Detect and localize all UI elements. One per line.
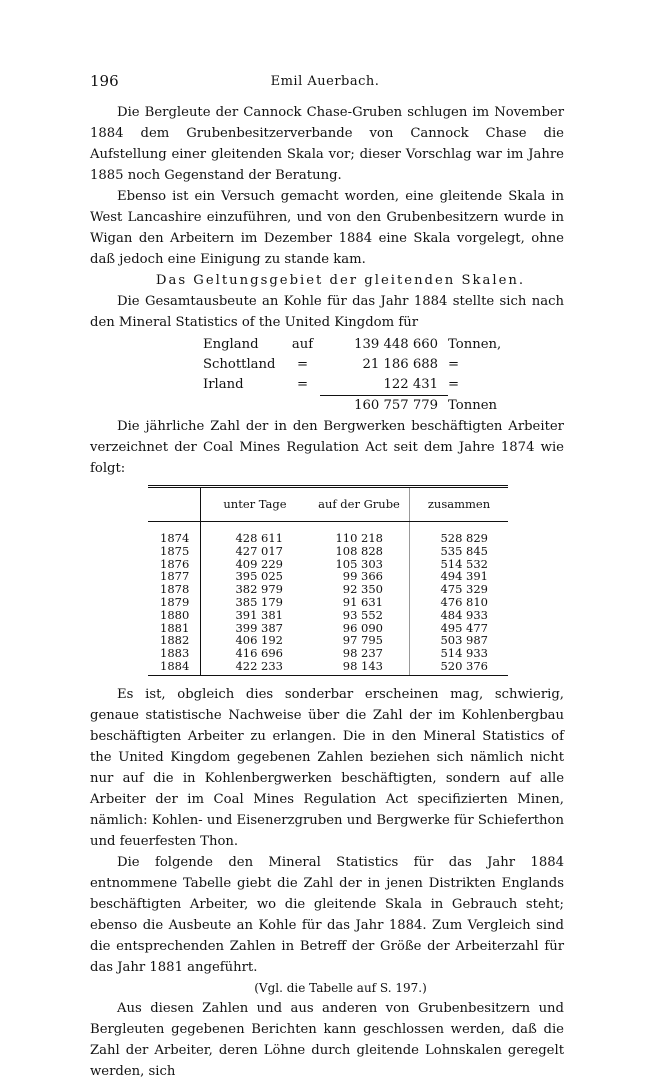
production-total-country [203,396,285,417]
table-row [148,609,508,622]
cell-c2: 96 090 [342,620,383,635]
paragraph-following-table: Die folgende den Mineral Statistics für das Jahr 1884 entnommene Tabelle giebt die Zahl der in jenen Distrikten Englands beschäftigten Arbeiter, wo die gleitende Skala in Gebrauch steht; ebenso die Ausbeute an Kohle für das Jahr 1884. Zum Vergleich sind die entsprechenden Zahlen in Betreff der Größe der Arbeiterzahl für das Jahr 1881 angeführt. [90,854,564,975]
paragraph-cannock-chase: Die Bergleute der Cannock Chase-Gruben schlugen im November 1884 dem Grubenbesitzerverbande von Cannock Chase die Aufstellung einer gleitenden Skala vor; dieser Vorschlag war im Jahre 1885 noch Gegenstand der Beratung. [90,105,564,183]
cell-yr: 1884 [148,660,201,675]
production-row [203,335,518,355]
production-sym: = [296,357,309,372]
table-row [148,660,508,675]
cell-c3: 476 810 [410,596,509,609]
production-sym: auf [291,337,314,352]
cell-c2: 108 828 [335,543,383,558]
paragraph-total-output: Die Gesamtausbeute an Kohle für das Jahr 1884 stellte sich nach den Mineral Statistics of the United Kingdom für [90,294,564,330]
table-row [148,522,508,545]
production-unit: = [448,377,460,393]
cell-yr: 1878 [160,582,190,597]
production-sym: = [296,377,309,393]
cell-c3: 514 933 [410,647,509,660]
cell-c2: 93 552 [342,607,383,622]
paragraph-west-lancashire: Ebenso ist ein Versuch gemacht worden, eine gleitende Skala in West Lancashire einzuführen, und von den Grubenbesitzern wurde in Wigan den Arbeitern im Dezember 1884 eine Skala vorgelegt, ohne daß jedoch eine Einigung zu stande kam. [90,189,564,267]
cell-c1: 395 025 [201,570,310,583]
cell-c2: 98 237 [342,646,383,661]
cell-yr: 1881 [160,620,190,635]
section-title: Das Geltungsgebiet der gleitenden Skalen. [155,273,526,288]
production-unit: Tonnen, [448,337,502,352]
coal-production-table [203,335,518,416]
cell-c1: 422 233 [201,660,310,675]
cell-c3: 495 477 [410,622,509,635]
production-total-unit: Tonnen [448,397,497,413]
cell-c3: 484 933 [410,609,509,622]
header-underground: unter Tage [201,487,310,522]
production-val: 21 186 688 [362,357,438,372]
cell-c2: 98 143 [309,660,410,675]
page-number: 196 [90,72,119,90]
cell-yr: 1874 [160,531,190,545]
production-row [203,375,518,396]
cell-c1: 406 192 [201,634,310,647]
production-unit: = [448,357,460,372]
production-val: 139 448 660 [354,337,438,352]
cell-c1: 409 229 [201,558,310,571]
cell-c1: 399 387 [201,622,310,635]
cell-c3: 535 845 [410,545,509,558]
paragraph-workers-intro: Die jährliche Zahl der in den Bergwerken beschäftigten Arbeiter verzeichnet der Coal Mines Regulation Act seit dem Jahre 1874 wie folgt: [90,419,564,476]
production-country: Irland [203,377,244,393]
production-total-row [203,396,518,417]
cell-c2: 97 795 [342,633,383,648]
cell-c3: 514 532 [410,558,509,571]
header-total: zusammen [410,487,509,522]
table-row [148,545,508,558]
cell-c3: 503 987 [410,634,509,647]
cell-yr: 1876 [160,556,190,571]
paragraph-conclusion: Aus diesen Zahlen und aus anderen von Grubenbesitzern und Bergleuten gegebenen Berichten kann geschlossen werden, daß die Zahl der Arbeiter, deren Löhne durch gleitende Lohnskalen geregelt werden, sich [90,1000,564,1079]
production-total-sym [285,396,320,417]
production-row [203,355,518,375]
table-reference: (Vgl. die Tabelle auf S. 197.) [254,980,427,995]
cell-c3: 528 829 [410,522,509,545]
cell-c3: 520 376 [410,660,509,675]
cell-c2: 92 350 [342,582,383,597]
table-row [148,596,508,609]
workers-table-header [148,487,508,522]
cell-c2: 110 218 [335,531,383,545]
cell-yr: 1877 [160,569,190,584]
paragraph-statistics-difficulty: Es ist, obgleich dies sonderbar erscheinen mag, schwierig, genaue statistische Nachweise über die Zahl der im Kohlenbergbau beschäftigten Arbeiter zu erlangen. Die in den Mineral Statistics of the United Kingdom gegebenen Zahlen beziehen sich nämlich nicht nur auf die in Kohlenbergwerken beschäftigten, sondern auf alle Arbeiter der im Coal Mines Regulation Act specifizierten Minen, nämlich: Kohlen- und Eisenerzgruben und Bergwerke für Schieferthon und feuerfesten Thon. [90,686,564,849]
cell-c1: 385 179 [201,596,310,609]
cell-c1: 427 017 [201,545,310,558]
header-year [148,487,201,522]
cell-c2: 99 366 [342,569,383,584]
production-country: England [203,337,259,352]
cell-yr: 1883 [160,646,190,661]
production-country: Schottland [203,357,276,372]
production-val: 122 431 [383,377,438,392]
cell-yr: 1880 [160,607,190,622]
cell-c1: 391 381 [201,609,310,622]
cell-c1: 428 611 [201,522,310,545]
header-surface: auf der Grube [309,487,410,522]
workers-table [148,485,508,676]
production-total-val: 160 757 779 [320,396,448,417]
page-body [90,102,564,1082]
cell-yr: 1882 [160,633,190,648]
cell-yr: 1879 [160,594,190,609]
cell-c1: 416 696 [201,647,310,660]
cell-c1: 382 979 [201,583,310,596]
cell-c2: 105 303 [335,556,383,571]
cell-c3: 494 391 [410,570,509,583]
running-head: Emil Auerbach. [270,74,380,89]
cell-yr: 1875 [160,543,190,558]
cell-c2: 91 631 [342,594,383,609]
cell-c3: 475 329 [410,583,509,596]
